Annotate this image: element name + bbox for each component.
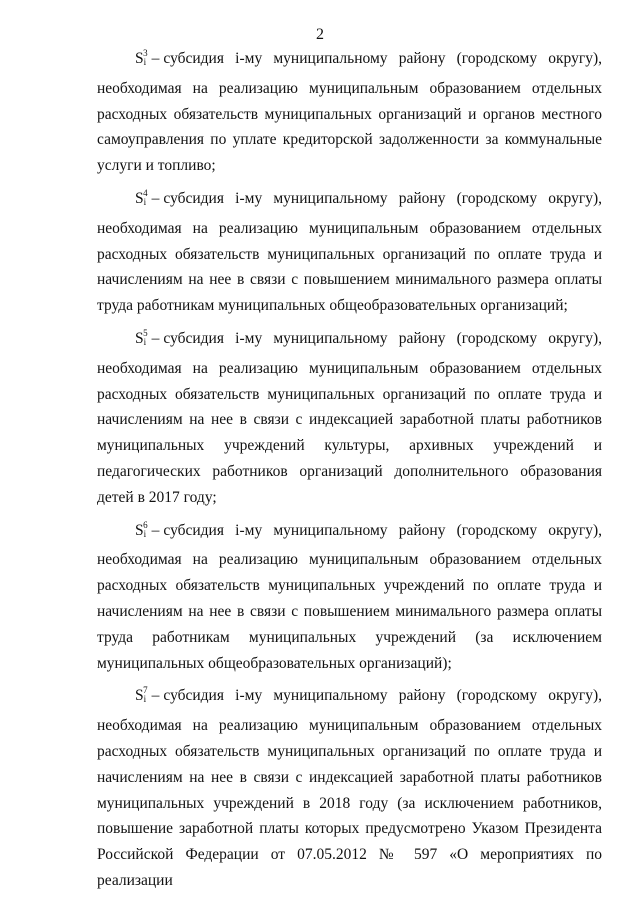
paragraph-text: субсидия i-му муниципальному району (городскому округу), необходимая на реализацию муниципальным образованием отдельных расходных обязательств муниципальных организаций по оплате труда и начислениям на нее в связи с индексацией заработной платы работников муниципальных учреждений культуры, архивных учреждений и педагогических работников организаций дополнительного образования детей в 2017 году; <box>97 329 602 506</box>
paragraph-text: субсидия i-му муниципальному району (городскому округу), необходимая на реализацию муниципальным образованием отдельных расходных обязательств муниципальных учреждений по оплате труда и начислениям на нее в связи с повышением минимального размера оплаты труда работникам муниципальных учреждений (за исключением муниципальных общеобразовательных организаций); <box>97 521 602 672</box>
paragraph-text: субсидия i-му муниципальному району (городскому округу), необходимая на реализацию муниципальным образованием отдельных расходных обязательств муниципальных организаций и органов местного самоуправления по уплате кредиторской задолженности за коммунальные услуги и топливо; <box>97 50 602 175</box>
page-number: 2 <box>316 26 324 43</box>
paragraph-s3: $S_i^3$ – субсидия i-му муниципальному району (городскому округу), необходимая на реализацию муниципальным образованием отдельных расходных обязательств муниципальных организаций и органов местного самоуправления по уплате кредиторской задолженности за коммунальные услуги и топливо; <box>97 48 602 175</box>
symbol-s6: $S_i^6$ <box>135 519 148 539</box>
document-body <box>97 41 602 896</box>
paragraph-text: субсидия i-му муниципальному району (городскому округу), необходимая на реализацию муниципальным образованием отдельных расходных обязательств муниципальных организаций по оплате труда и начислениям на нее в связи с индексацией заработной платы работников муниципальных учреждений в 2018 году (за исключением работников, повышение заработной платы которых предусмотрено Указом Президента Российской Федерации от 07.05.2012 № 597 «О мероприятиях по реализации <box>97 687 602 889</box>
symbol-s5: $S_i^5$ <box>135 327 148 347</box>
symbol-s3: $S_i^3$ <box>135 48 148 67</box>
symbol-s7: $S_i^7$ <box>135 685 148 705</box>
paragraph-s5: $S_i^5$ – субсидия i-му муниципальному району (городскому округу), необходимая на реализацию муниципальным образованием отдельных расходных обязательств муниципальных организаций по оплате труда и начислениям на нее в связи с индексацией заработной платы работников муниципальных учреждений культуры, архивных учреждений и педагогических работников организаций дополнительного образования детей в 2017 году; <box>97 327 602 506</box>
paragraph-s4: $S_i^4$ – субсидия i-му муниципальному району (городскому округу), необходимая на реализацию муниципальным образованием отдельных расходных обязательств муниципальных организаций по оплате труда и начислениям на нее в связи с повышением минимального размера оплаты труда работникам муниципальных общеобразовательных организаций; <box>97 187 602 315</box>
paragraph-s6: $S_i^6$ – субсидия i-му муниципальному району (городскому округу), необходимая на реализацию муниципальным образованием отдельных расходных обязательств муниципальных учреждений по оплате труда и начислениям на нее в связи с повышением минимального размера оплаты труда работникам муниципальных учреждений (за исключением муниципальных общеобразовательных организаций); <box>97 519 602 672</box>
paragraph-s7: $S_i^7$ – субсидия i-му муниципальному району (городскому округу), необходимая на реализацию муниципальным образованием отдельных расходных обязательств муниципальных организаций по оплате труда и начислениям на нее в связи с индексацией заработной платы работников муниципальных учреждений в 2018 году (за исключением работников, повышение заработной платы которых предусмотрено Указом Президента Российской Федерации от 07.05.2012 № 597 «О мероприятиях по реализации <box>97 685 602 889</box>
paragraph-text: субсидия i-му муниципальному району (городскому округу), необходимая на реализацию муниципальным образованием отдельных расходных обязательств муниципальных организаций по оплате труда и начислениям на нее в связи с повышением минимального размера оплаты труда работникам муниципальных общеобразовательных организаций; <box>97 189 602 315</box>
symbol-s4: $S_i^4$ <box>135 187 148 207</box>
